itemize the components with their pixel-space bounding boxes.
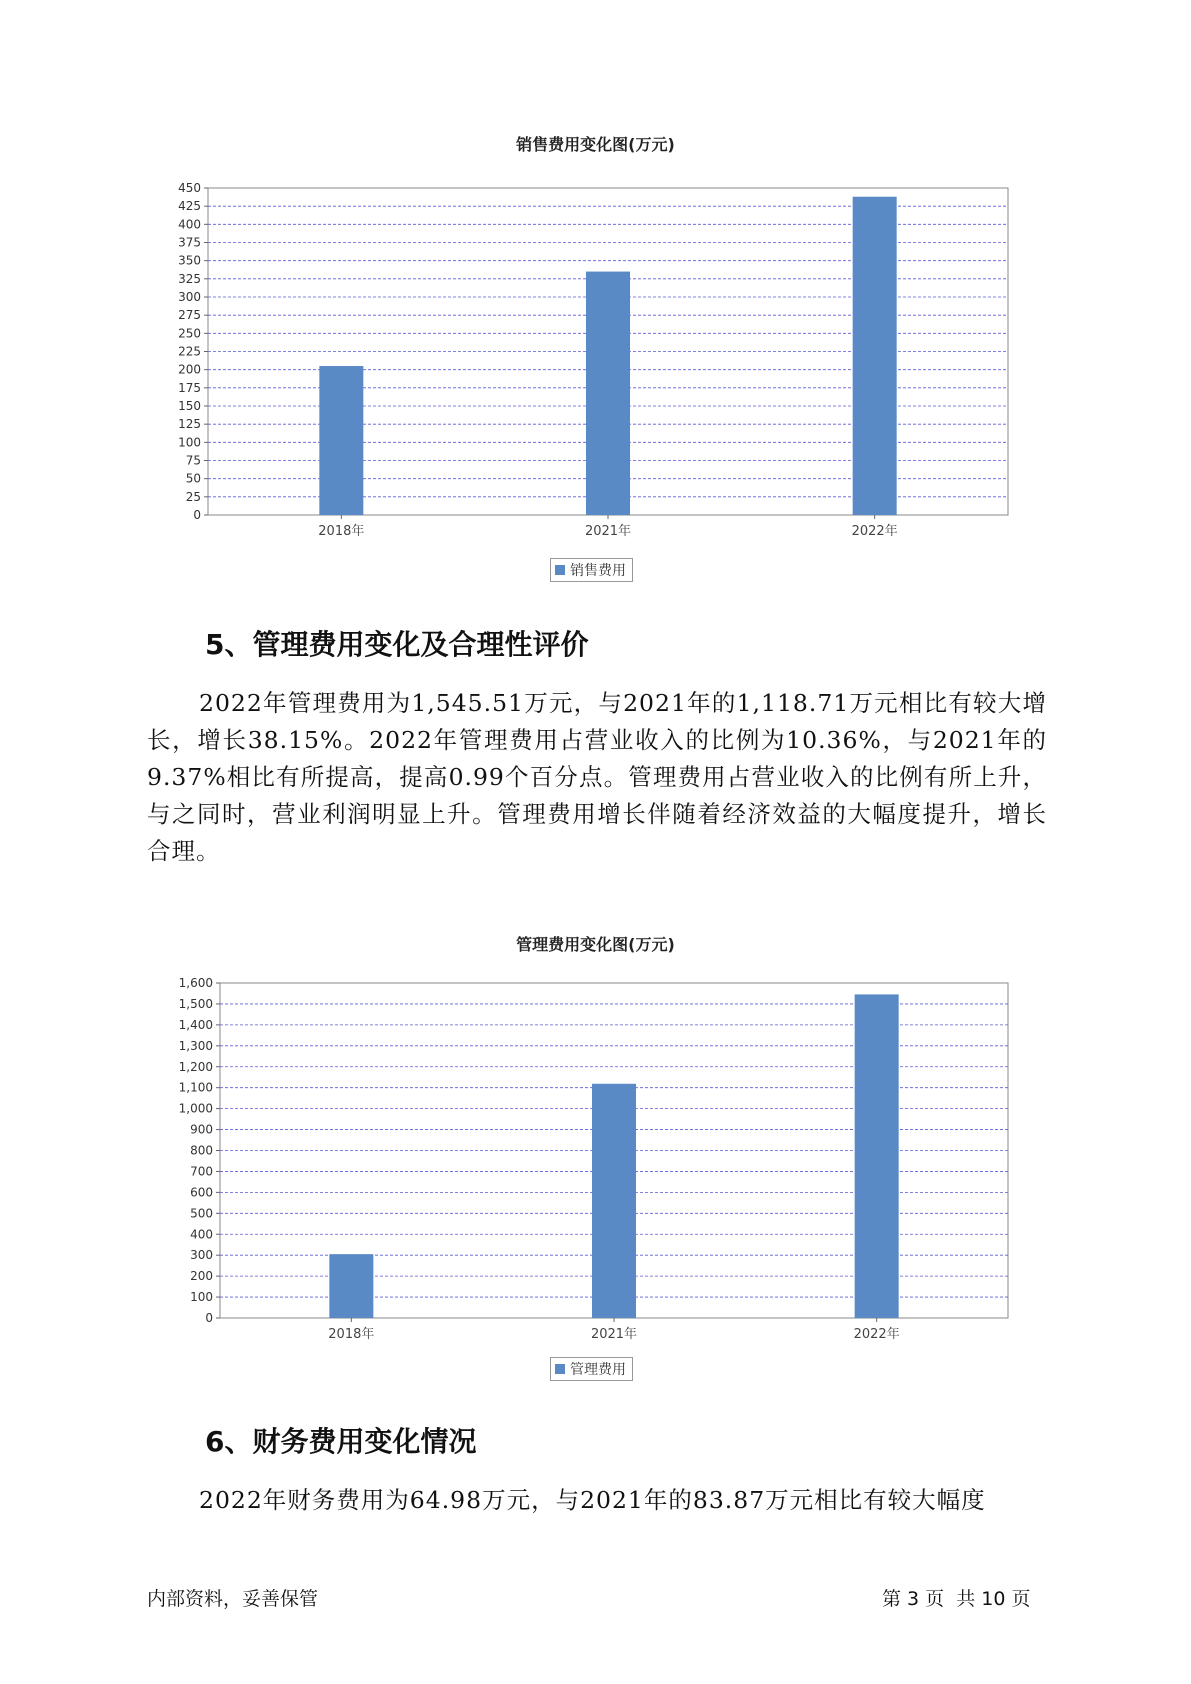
y-tick-label: 1,200 [178, 1059, 213, 1074]
y-tick-label: 1,300 [178, 1038, 213, 1053]
y-tick-label: 500 [190, 1206, 213, 1221]
y-tick-label: 900 [190, 1122, 213, 1137]
y-tick-label: 175 [178, 380, 201, 395]
y-tick-label: 75 [185, 453, 201, 468]
bar [853, 197, 897, 515]
y-tick-label: 325 [178, 271, 201, 286]
y-tick-label: 1,500 [178, 996, 213, 1011]
y-tick-label: 300 [178, 290, 201, 304]
section-5-heading: 5、管理费用变化及合理性评价 [205, 628, 589, 661]
y-tick-label: 25 [185, 489, 201, 504]
y-tick-label: 1,100 [178, 1080, 213, 1095]
admin-chart-title: 管理费用变化图(万元) [516, 935, 675, 954]
y-tick-label: 1,600 [178, 976, 213, 990]
legend-swatch [555, 565, 565, 575]
y-tick-label: 250 [178, 326, 201, 341]
y-tick-label: 400 [178, 217, 201, 232]
section-5-paragraph: 2022年管理费用为1,545.51万元，与2021年的1,118.71万元相比有较大增长，增长38.15%。2022年管理费用占营业收入的比例为10.36%，与2021年的9.37%相比有所提高，提高0.99个百分点。管理费用占营业收入的比例有所上升，与之同时，营业利润明显上升。管理费用增长伴随着经济效益的大幅度提升，增长合理。 [147, 689, 1047, 865]
y-tick-label: 125 [178, 417, 201, 432]
y-tick-label: 100 [178, 435, 201, 450]
x-tick-label: 2018年 [328, 1327, 375, 1342]
y-tick-label: 100 [190, 1290, 213, 1305]
y-tick-label: 350 [178, 253, 201, 268]
x-tick-label: 2022年 [853, 1327, 900, 1342]
legend-label: 销售费用 [570, 563, 626, 579]
y-tick-label: 275 [178, 308, 201, 323]
sales-chart-title: 销售费用变化图(万元) [516, 135, 675, 154]
bar [592, 1084, 636, 1318]
bar [319, 366, 363, 515]
x-tick-label: 2021年 [584, 524, 632, 539]
x-tick-label: 2021年 [590, 1327, 638, 1342]
y-tick-label: 450 [178, 181, 201, 195]
x-tick-label: 2018年 [318, 524, 365, 539]
y-tick-label: 300 [190, 1248, 213, 1263]
sales-chart-legend [550, 558, 633, 582]
y-tick-label: 375 [178, 235, 201, 250]
bar [586, 272, 630, 515]
section-6-heading: 6、财务费用变化情况 [205, 1425, 477, 1458]
footer-left: 内部资料，妥善保管 [147, 1588, 319, 1610]
y-tick-label: 1,000 [178, 1101, 213, 1116]
legend-label: 管理费用 [570, 1362, 626, 1378]
section-6-paragraph: 2022年财务费用为64.98万元，与2021年的83.87万元相比有较大幅度 [199, 1486, 986, 1514]
legend-swatch [555, 1364, 565, 1374]
y-tick-label: 150 [178, 399, 201, 413]
x-tick-label: 2022年 [851, 524, 898, 539]
y-tick-label: 800 [190, 1143, 213, 1158]
admin-expense-chart [0, 960, 1191, 1340]
y-tick-label: 200 [178, 362, 201, 377]
bar [855, 994, 899, 1318]
footer-page-number: 第 3 页 共 10 页 [882, 1588, 1031, 1610]
y-tick-label: 0 [193, 508, 201, 522]
y-tick-label: 225 [178, 344, 201, 359]
y-tick-label: 1,400 [178, 1017, 213, 1032]
y-tick-label: 0 [205, 1311, 213, 1325]
y-tick-label: 425 [178, 199, 201, 214]
y-tick-label: 600 [190, 1185, 213, 1200]
y-tick-label: 400 [190, 1227, 213, 1242]
y-tick-label: 700 [190, 1164, 213, 1179]
y-tick-label: 200 [190, 1269, 213, 1284]
admin-chart-legend [550, 1357, 633, 1381]
bar [329, 1254, 373, 1318]
y-tick-label: 50 [185, 471, 201, 486]
sales-expense-chart [0, 160, 1191, 539]
